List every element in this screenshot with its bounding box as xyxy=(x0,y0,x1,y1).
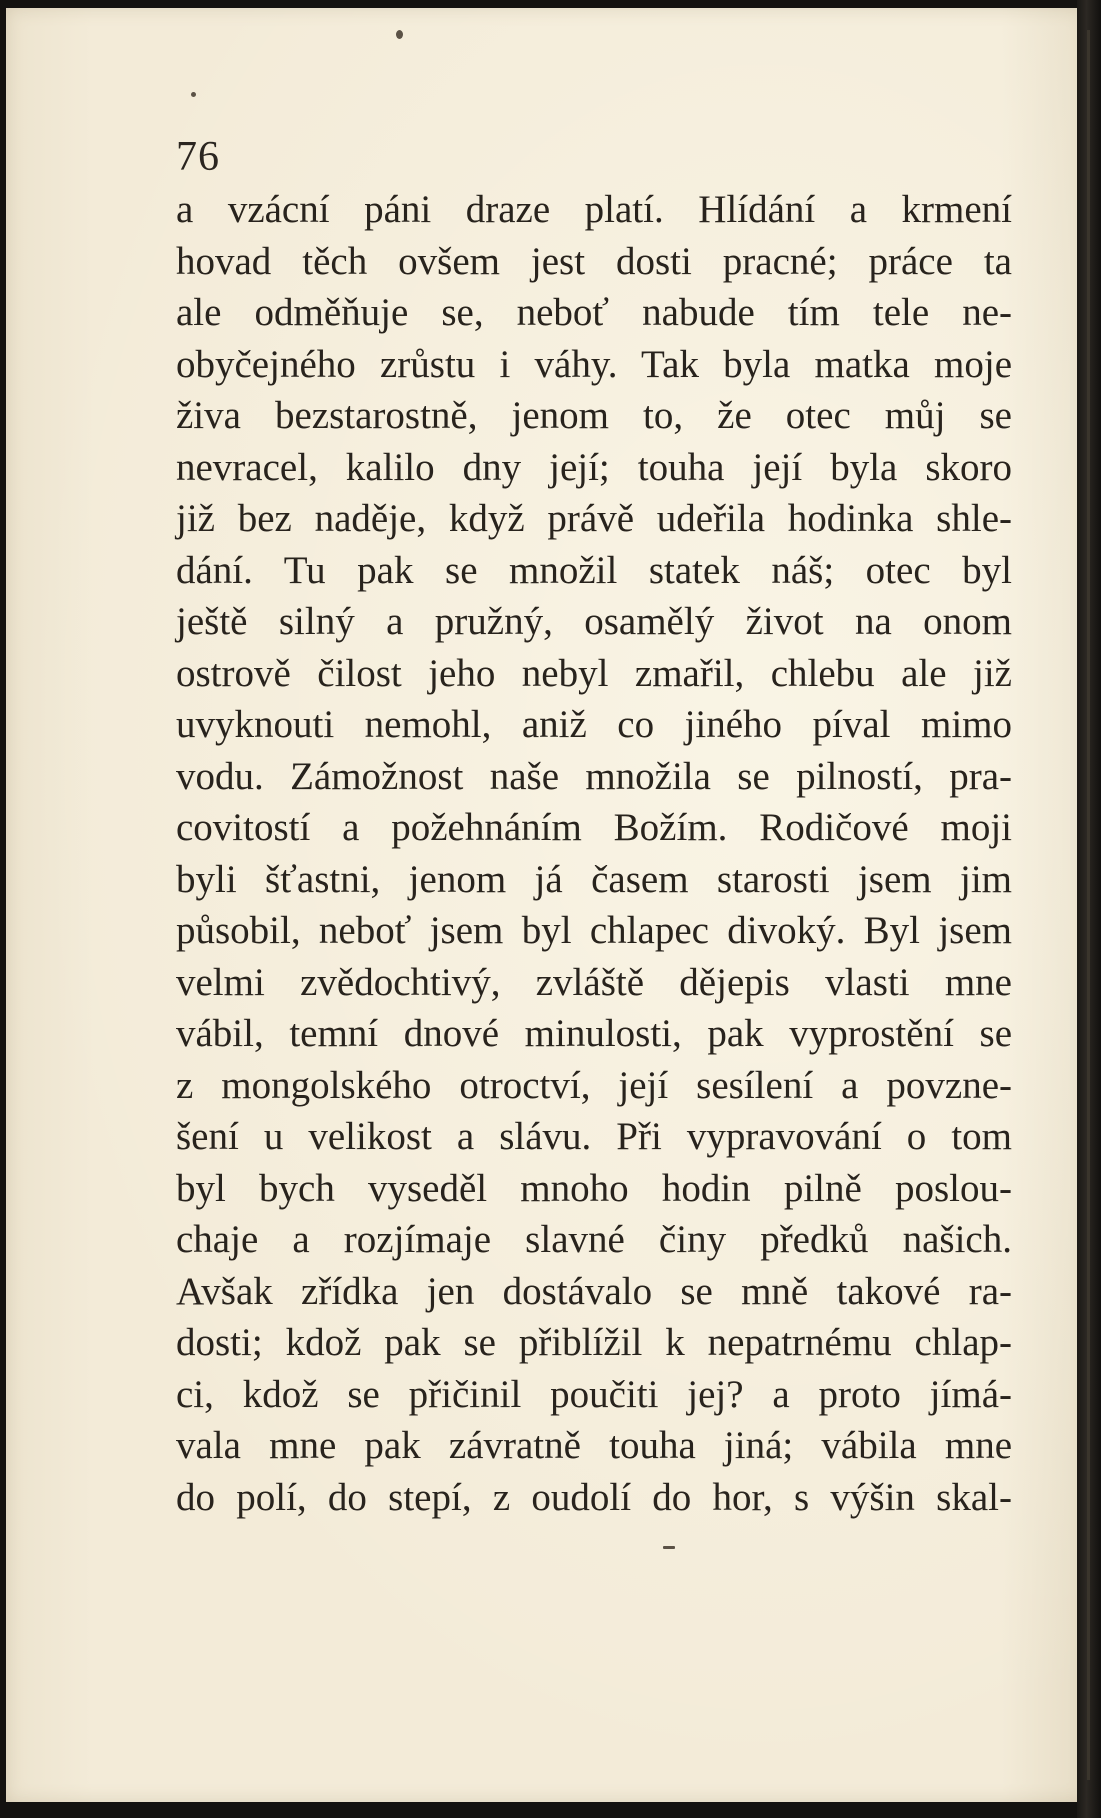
text-line: do polí, do stepí, z oudolí do hor, s výšin skal- xyxy=(176,1475,1012,1519)
text-line: ještě silný a pružný, osamělý život na onom xyxy=(176,600,1012,643)
text-line: hovad těch ovšem jest dosti pracné; práce ta xyxy=(176,239,1012,283)
body-text xyxy=(176,184,1012,1523)
text-line: živa bezstarostně, jenom to, že otec můj se xyxy=(176,394,1012,437)
text-line: ci, kdož se přičinil poučiti jej? a proto jímá- xyxy=(176,1372,1012,1416)
ink-speck xyxy=(191,92,196,97)
scan-border xyxy=(1077,0,1101,1818)
text-line: byli šťastni, jenom já časem starosti jsem jim xyxy=(176,857,1012,901)
page-number: 76 xyxy=(176,134,220,180)
text-line: vábil, temní dnové minulosti, pak vyprostění se xyxy=(176,1012,1012,1055)
text-line: vala mne pak závratně touha jiná; vábila mne xyxy=(176,1424,1012,1467)
text-line: dosti; kdož pak se přiblížil k nepatrnému chlap- xyxy=(176,1321,1012,1364)
text-line: působil, neboť jsem byl chlapec divoký. Byl jsem xyxy=(176,909,1012,952)
text-line: byl bych vyseděl mnoho hodin pilně poslou- xyxy=(176,1166,1012,1210)
text-line: velmi zvědochtivý, zvláště dějepis vlasti mne xyxy=(176,960,1012,1004)
text-line: Avšak zřídka jen dostávalo se mně takové ra- xyxy=(176,1269,1012,1313)
text-line: ostrově čilost jeho nebyl zmařil, chlebu ale již xyxy=(176,651,1012,695)
text-line: vodu. Zámožnost naše množila se pilností, pra- xyxy=(176,754,1012,798)
text-line: dání. Tu pak se množil statek náš; otec byl xyxy=(176,548,1012,592)
ink-speck xyxy=(396,30,403,39)
text-line: obyčejného zrůstu i váhy. Tak byla matka moje xyxy=(176,342,1012,386)
text-line: a vzácní páni draze platí. Hlídání a krmení xyxy=(176,188,1012,231)
text-line: chaje a rozjímaje slavné činy předků našich. xyxy=(176,1218,1012,1261)
text-line: šení u velikost a slávu. Při vypravování o tom xyxy=(176,1115,1012,1158)
text-line: nevracel, kalilo dny její; touha její byla skoro xyxy=(176,445,1012,489)
text-line: uvyknouti nemohl, aniž co jiného píval mimo xyxy=(176,703,1012,746)
text-line: z mongolského otroctví, její sesílení a povzne- xyxy=(176,1063,1012,1107)
ink-speck xyxy=(663,1546,675,1549)
text-line: ale odměňuje se, neboť nabude tím tele ne- xyxy=(176,291,1012,334)
text-line: covitostí a požehnáním Božím. Rodičové moji xyxy=(176,806,1012,849)
text-line: již bez naděje, když právě udeřila hodinka shle- xyxy=(176,497,1012,540)
paper-sheet xyxy=(6,8,1088,1802)
